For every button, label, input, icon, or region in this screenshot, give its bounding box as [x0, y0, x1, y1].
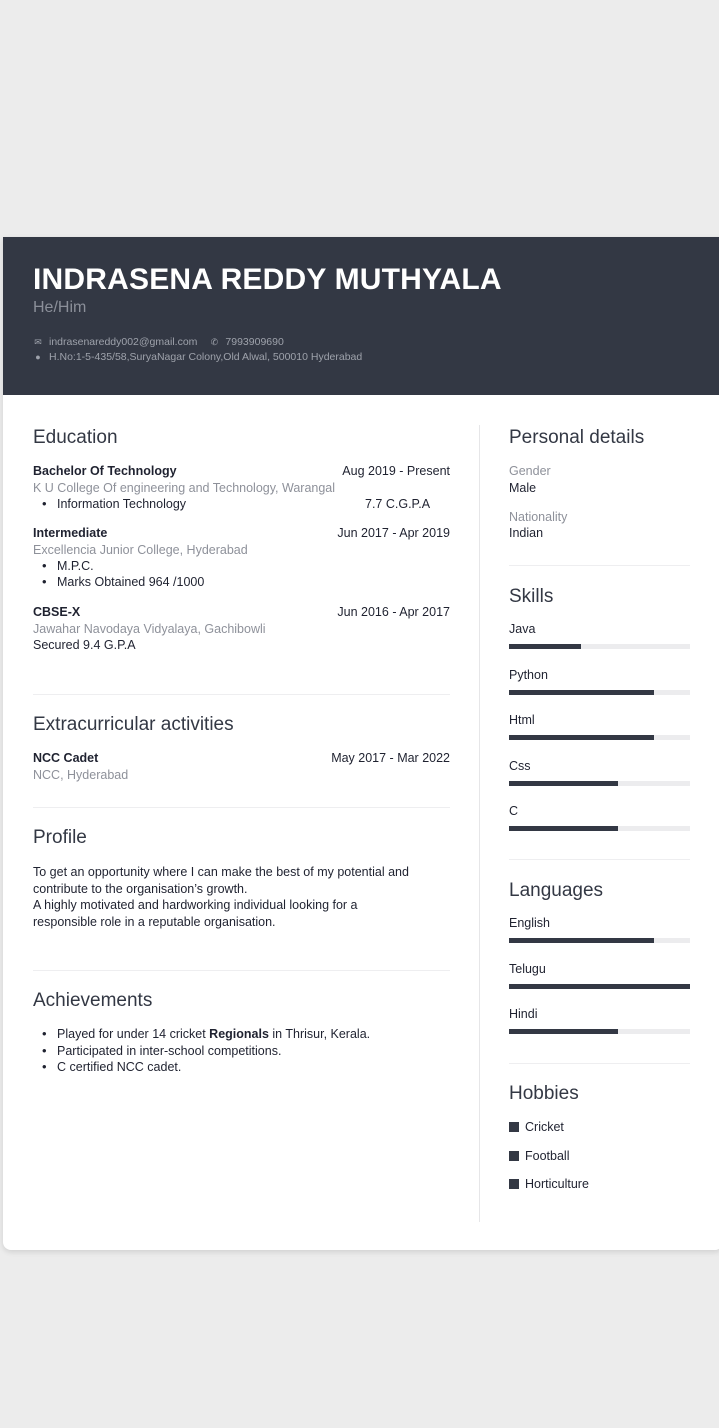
- skill-level-bar: [509, 735, 690, 740]
- language-level-fill: [509, 1029, 618, 1034]
- hobbies-heading: Hobbies: [509, 1083, 579, 1104]
- education-institution: K U College Of engineering and Technology, Warangal: [33, 481, 336, 495]
- square-bullet-icon: [509, 1151, 519, 1161]
- pronouns: He/Him: [33, 299, 87, 316]
- skill-level-fill: [509, 735, 654, 740]
- full-name: INDRASENA REDDY MUTHYALA: [33, 263, 502, 296]
- education-institution: Jawahar Navodaya Vidyalaya, Gachibowli: [33, 622, 266, 636]
- activity-dates: May 2017 - Mar 2022: [331, 751, 450, 765]
- education-dates: Jun 2017 - Apr 2019: [337, 526, 450, 540]
- education-score: 7.7 C.G.P.A: [365, 497, 431, 511]
- hobby-label: Cricket: [525, 1120, 564, 1134]
- profile-line: contribute to the organisation’s growth.: [33, 881, 248, 896]
- achievement-item: • C certified NCC cadet.: [57, 1060, 181, 1074]
- square-bullet-icon: [509, 1122, 519, 1132]
- section-divider: [509, 1063, 690, 1064]
- education-bullet: • Information Technology: [57, 497, 186, 511]
- resume-header: [3, 237, 719, 395]
- section-divider: [33, 694, 450, 695]
- achievements-heading: Achievements: [33, 990, 153, 1011]
- nationality-label: Nationality: [509, 510, 568, 524]
- hobby-label: Horticulture: [525, 1177, 589, 1191]
- section-divider: [509, 859, 690, 860]
- contact-info: [33, 335, 362, 365]
- profile-line: responsible role in a reputable organisation.: [33, 914, 276, 929]
- gender-value: Male: [509, 481, 537, 495]
- skill-name: Css: [509, 758, 531, 773]
- skill-level-fill: [509, 690, 654, 695]
- phone-icon: ✆: [210, 337, 219, 347]
- resume-card: [3, 237, 719, 1250]
- skill-level-bar: [509, 690, 690, 695]
- education-degree: Intermediate: [33, 526, 108, 540]
- address: H.No:1-5-435/58,SuryaNagar Colony,Old Alwal, 500010 Hyderabad: [49, 351, 363, 363]
- skill-level-fill: [509, 826, 618, 831]
- language-level-bar: [509, 984, 690, 989]
- skill-level-fill: [509, 781, 618, 786]
- section-divider: [33, 807, 450, 808]
- envelope-icon: ✉: [34, 337, 42, 347]
- personal-details-heading: Personal details: [509, 427, 645, 448]
- square-bullet-icon: [509, 1179, 519, 1189]
- education-bullet: • Marks Obtained 964 /1000: [57, 575, 204, 589]
- activity-org: NCC, Hyderabad: [33, 768, 129, 782]
- language-level-bar: [509, 1029, 690, 1034]
- profile-heading: Profile: [33, 827, 87, 848]
- education-dates: Aug 2019 - Present: [342, 464, 450, 478]
- languages-heading: Languages: [509, 880, 604, 901]
- skill-level-bar: [509, 826, 690, 831]
- profile-line: A highly motivated and hardworking individual looking for a: [33, 898, 358, 912]
- skill-level-bar: [509, 644, 690, 649]
- skill-name: Html: [509, 713, 535, 727]
- education-degree: Bachelor Of Technology: [33, 464, 177, 478]
- education-dates: Jun 2016 - Apr 2017: [337, 605, 450, 619]
- language-level-fill: [509, 938, 654, 943]
- column-divider: [479, 425, 480, 1222]
- education-note: Secured 9.4 G.P.A: [33, 638, 136, 652]
- hobby-label: Football: [525, 1148, 570, 1163]
- nationality-value: Indian: [509, 526, 544, 540]
- hobby-item: [509, 1149, 569, 1163]
- activity-role: NCC Cadet: [33, 751, 99, 765]
- section-divider: [33, 970, 450, 971]
- language-name: English: [509, 916, 550, 930]
- phone[interactable]: 7993909690: [225, 336, 284, 348]
- extracurricular-heading: Extracurricular activities: [33, 714, 234, 735]
- education-institution: Excellencia Junior College, Hyderabad: [33, 543, 248, 557]
- education-heading: Education: [33, 427, 118, 448]
- language-name: Hindi: [509, 1007, 538, 1021]
- language-name: Telugu: [509, 961, 546, 976]
- language-level-bar: [509, 938, 690, 943]
- gender-label: Gender: [509, 464, 551, 478]
- hobby-item: [509, 1177, 589, 1191]
- skill-name: C: [509, 804, 519, 818]
- language-level-fill: [509, 984, 690, 989]
- education-bullet: • M.P.C.: [57, 559, 94, 573]
- achievement-item: • Played for under 14 cricket Regionals in Thrisur, Kerala.: [57, 1027, 370, 1041]
- section-divider: [509, 565, 690, 566]
- education-degree: CBSE-X: [33, 605, 81, 619]
- email[interactable]: indrasenareddy002@gmail.com: [49, 336, 198, 348]
- skill-level-bar: [509, 781, 690, 786]
- skill-name: Java: [509, 622, 536, 636]
- map-pin-icon: ●: [35, 352, 41, 362]
- skill-level-fill: [509, 644, 581, 649]
- hobby-item: [509, 1120, 564, 1134]
- skill-name: Python: [509, 667, 548, 682]
- profile-line: To get an opportunity where I can make the best of my potential and: [33, 865, 409, 879]
- achievement-item: • Participated in inter-school competitions.: [57, 1044, 281, 1058]
- profile-text: [33, 864, 453, 930]
- skills-heading: Skills: [509, 586, 554, 607]
